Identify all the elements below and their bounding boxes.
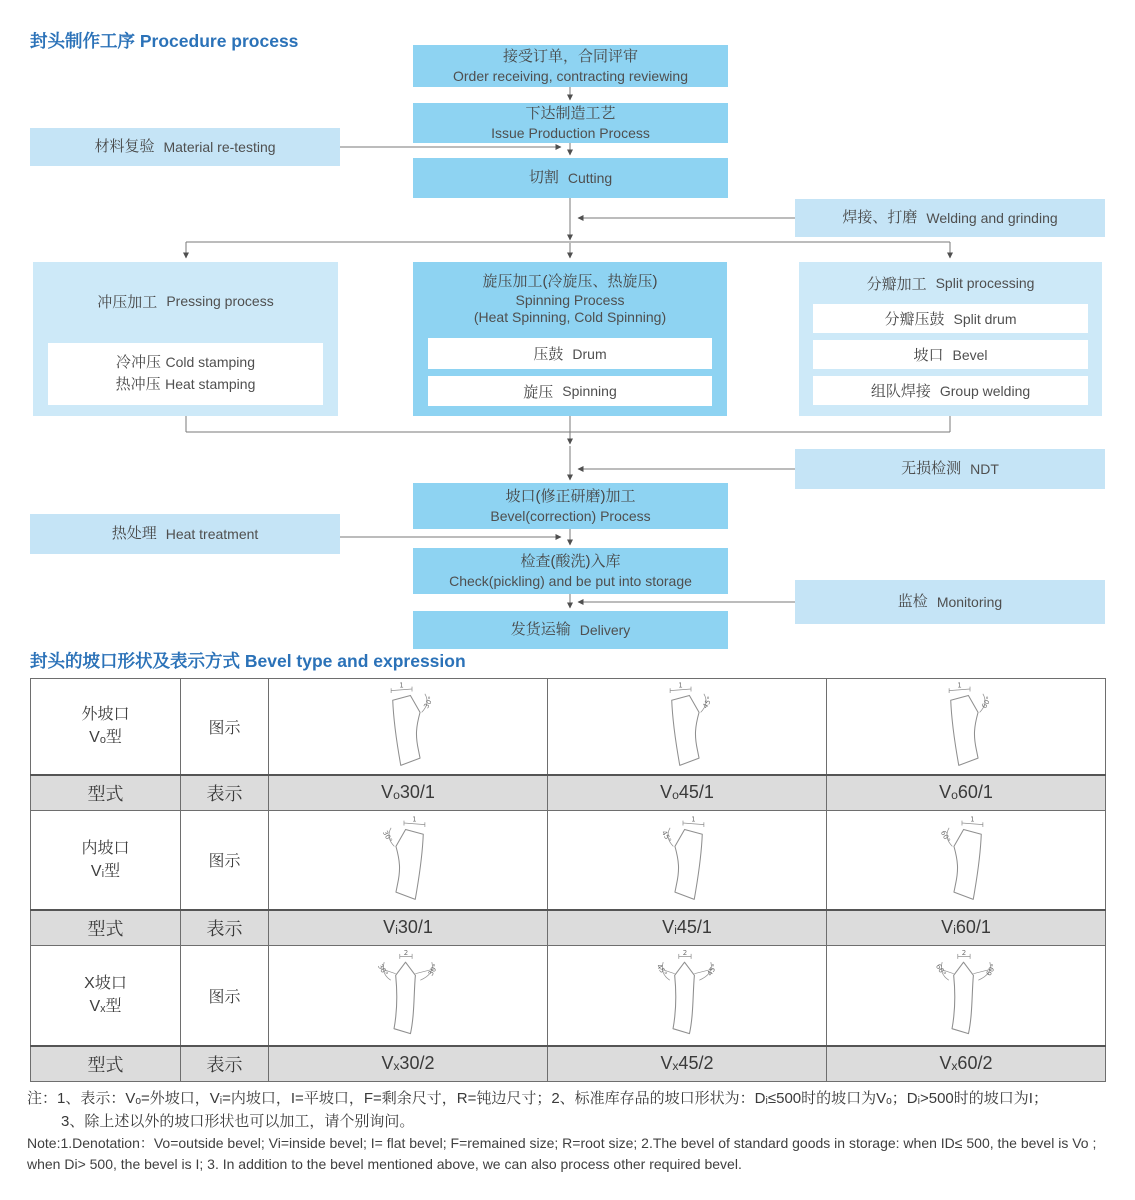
flowchart-title-en: Procedure process — [139, 31, 299, 51]
flow-step-issue — [413, 103, 728, 143]
svg-text:45°: 45° — [654, 963, 669, 978]
flow-note-ndt-en: NDT — [970, 460, 999, 477]
svg-text:45°: 45° — [701, 695, 715, 711]
flow-note-material-en: Material re-testing — [163, 138, 276, 155]
cell-vi60-diagram — [827, 811, 1106, 910]
spinning-header-en1: Spinning Process — [515, 291, 625, 308]
flow-branch-pressing — [33, 262, 338, 416]
flow-step-cutting-zh: 切割 — [528, 169, 559, 187]
svg-text:45°: 45° — [659, 829, 673, 844]
code-vi60: Vᵢ60/1 — [827, 910, 1106, 946]
pressing-sub1 — [116, 352, 255, 374]
bevel-diagram-vo30 — [349, 681, 467, 771]
table-row-outer-diagrams — [31, 679, 1106, 775]
note-en-line1: Note:1.Denotation：Vo=outside bevel; Vi=inside bevel; I= flat bevel; F=remained size; R=root size; 2.The bevel of standard goods in storage: when ID≤ 500, the bevel is Vo ; — [27, 1135, 1097, 1151]
spinning-header-zh: 旋压加工(冷旋压、热旋压) — [482, 273, 658, 291]
bevel-diagram-vo45 — [628, 681, 746, 771]
flow-step-order-en: Order receiving, contracting reviewing — [453, 67, 688, 84]
svg-text:60°: 60° — [984, 963, 999, 978]
code-vi45: Vᵢ45/1 — [548, 910, 827, 946]
pressing-sub2 — [116, 374, 256, 396]
pressing-sub2-en: Heat stamping — [165, 376, 256, 392]
split-sub3-en: Group welding — [939, 382, 1031, 399]
svg-text:1: 1 — [412, 815, 417, 824]
table-title-zh: 封头的坡口形状及表示方式 — [30, 651, 240, 671]
code-vx30: Vₓ30/2 — [269, 1046, 548, 1082]
notes — [27, 1088, 1115, 1175]
split-header-zh: 分瓣加工 — [866, 275, 927, 293]
table-title — [30, 648, 466, 673]
table-row-inner-diagrams — [31, 811, 1106, 910]
group-x-name-zh: X坡口 — [84, 975, 127, 993]
expr-label: 表示 — [181, 1046, 269, 1082]
code-vo60: Vₒ60/1 — [827, 775, 1106, 811]
cell-vx30-diagram — [269, 946, 548, 1046]
code-vi30: Vᵢ30/1 — [269, 910, 548, 946]
flow-step-delivery-zh: 发货运输 — [510, 621, 571, 639]
split-sub3-box — [813, 376, 1088, 405]
cell-vx60-diagram — [827, 946, 1106, 1046]
table-title-en: Bevel type and expression — [244, 651, 466, 671]
table-row-x-codes — [31, 1046, 1106, 1082]
flow-note-monitoring-zh: 监检 — [897, 593, 928, 611]
table-row-x-diagrams — [31, 946, 1106, 1046]
expr-label: 表示 — [181, 910, 269, 946]
note-zh-line2: 3、除上述以外的坡口形状也可以加工，请个别询问。 — [61, 1112, 415, 1130]
group-outer-name — [31, 679, 181, 775]
type-label: 型式 — [31, 1046, 181, 1082]
svg-text:2: 2 — [403, 949, 409, 957]
group-outer-name-zh: 外坡口 — [81, 706, 130, 724]
svg-text:1: 1 — [957, 681, 962, 690]
note-zh-line1: 注：1、表示：Vₒ=外坡口，Vᵢ=内坡口，I=平坡口，F=剩余尺寸，R=钝边尺寸；2、标准库存品的坡口形状为：Dᵢ≤500时的坡口为Vₒ；Dᵢ>500时的坡口为I； — [27, 1090, 1048, 1107]
svg-text:60°: 60° — [938, 829, 952, 844]
spinning-spin-en: Spinning — [562, 383, 617, 399]
cell-vi30-diagram — [269, 811, 548, 910]
code-vo45: Vₒ45/1 — [548, 775, 827, 811]
expr-label: 表示 — [181, 775, 269, 811]
flow-note-welding-en: Welding and grinding — [926, 209, 1058, 226]
flow-note-ndt — [795, 449, 1105, 489]
svg-text:30°: 30° — [380, 829, 394, 844]
svg-text:1: 1 — [399, 681, 404, 690]
svg-text:1: 1 — [691, 815, 696, 824]
flow-note-welding-zh: 焊接、打磨 — [842, 209, 918, 227]
bevel-diagram-vx30 — [349, 949, 467, 1041]
flow-note-heat-zh: 热处理 — [111, 525, 157, 543]
pressing-sub1-zh: 冷冲压 — [116, 354, 162, 372]
flow-step-delivery — [413, 611, 728, 649]
spinning-header — [413, 266, 727, 334]
cell-vo30-diagram — [269, 679, 548, 775]
spinning-drum-en: Drum — [572, 345, 607, 362]
split-sub1-zh: 分瓣压鼓 — [884, 311, 945, 328]
cell-vo60-diagram — [827, 679, 1106, 775]
svg-text:1: 1 — [970, 815, 975, 824]
bevel-table — [30, 678, 1106, 1082]
type-label: 型式 — [31, 775, 181, 811]
pressing-sub1-en: Cold stamping — [165, 354, 255, 371]
group-inner-name-type: Vᵢ型 — [90, 862, 121, 880]
flow-note-material — [30, 128, 340, 166]
group-outer-name-type: Vₒ型 — [89, 729, 122, 747]
table-row-outer-codes — [31, 775, 1106, 811]
pressing-header-en: Pressing process — [166, 293, 274, 309]
cell-vx45-diagram — [548, 946, 827, 1046]
flow-step-issue-en: Issue Production Process — [491, 124, 650, 141]
code-vx45: Vₓ45/2 — [548, 1046, 827, 1082]
flow-note-monitoring-en: Monitoring — [936, 593, 1003, 610]
flowchart-title — [30, 28, 298, 53]
svg-text:45°: 45° — [705, 963, 720, 978]
diagram-label: 图示 — [181, 946, 269, 1046]
type-label: 型式 — [31, 910, 181, 946]
code-vo30: Vₒ30/1 — [269, 775, 548, 811]
split-sub2-zh: 坡口 — [913, 347, 944, 364]
note-en-line2: when Di> 500, the bevel is I; 3. In addition to the bevel mentioned above, we can also process other required bevel. — [27, 1156, 742, 1172]
split-sub2-box — [813, 340, 1088, 369]
bevel-diagram-vo60 — [907, 681, 1025, 771]
split-header — [799, 264, 1102, 302]
flow-step-check — [413, 548, 728, 594]
diagram-label: 图示 — [181, 811, 269, 910]
split-sub1-box — [813, 304, 1088, 333]
flowchart-title-zh: 封头制作工序 — [30, 31, 135, 51]
pressing-sub2-zh: 热冲压 — [115, 376, 161, 393]
flow-branch-spinning — [413, 262, 727, 416]
bevel-diagram-vx45 — [628, 949, 746, 1041]
split-sub1-en: Split drum — [953, 310, 1017, 327]
flow-step-issue-zh: 下达制造工艺 — [525, 105, 616, 123]
spinning-drum-zh: 压鼓 — [533, 346, 564, 363]
svg-text:1: 1 — [678, 681, 683, 690]
code-vx60: Vₓ60/2 — [827, 1046, 1106, 1082]
flow-branch-split — [799, 262, 1102, 416]
cell-vi45-diagram — [548, 811, 827, 910]
bevel-diagram-vi45 — [628, 815, 746, 905]
bevel-diagram-vx60 — [907, 949, 1025, 1041]
flow-note-monitoring — [795, 580, 1105, 624]
table-row-inner-codes — [31, 910, 1106, 946]
flow-note-material-zh: 材料复验 — [94, 138, 155, 156]
group-x-name — [31, 946, 181, 1046]
flow-step-check-en: Check(pickling) and be put into storage — [449, 572, 692, 589]
split-sub3-zh: 组队焊接 — [870, 383, 931, 400]
svg-text:2: 2 — [682, 949, 688, 957]
flow-note-heat-en: Heat treatment — [165, 525, 259, 542]
spinning-header-en2: (Heat Spinning, Cold Spinning) — [473, 309, 667, 326]
pressing-header — [33, 262, 338, 340]
flow-step-order-zh: 接受订单，合同评审 — [502, 48, 638, 66]
group-inner-name — [31, 811, 181, 910]
group-inner-name-zh: 内坡口 — [81, 839, 130, 857]
bevel-diagram-vi60 — [907, 815, 1025, 905]
split-sub2-en: Bevel — [952, 346, 988, 363]
svg-text:30°: 30° — [375, 963, 390, 978]
svg-text:60°: 60° — [980, 695, 994, 711]
flow-step-bevel-process — [413, 483, 728, 529]
flow-note-ndt-zh: 无损检测 — [901, 460, 962, 478]
svg-text:60°: 60° — [933, 963, 948, 978]
pressing-header-zh: 冲压加工 — [97, 293, 158, 311]
svg-text:30°: 30° — [426, 963, 441, 978]
spinning-spin-zh: 旋压 — [523, 383, 554, 401]
svg-text:2: 2 — [961, 949, 967, 957]
flow-step-bevel-process-en: Bevel(correction) Process — [490, 507, 651, 524]
cell-vo45-diagram — [548, 679, 827, 775]
spinning-spin-box — [428, 376, 712, 406]
flow-step-delivery-en: Delivery — [579, 621, 631, 638]
svg-text:30°: 30° — [422, 695, 436, 711]
flow-note-welding — [795, 199, 1105, 237]
flow-step-cutting-en: Cutting — [567, 169, 613, 186]
flow-note-heat — [30, 514, 340, 554]
group-x-name-type: Vₓ型 — [89, 998, 122, 1016]
flow-step-check-zh: 检查(酸洗)入库 — [520, 553, 621, 571]
diagram-label: 图示 — [181, 679, 269, 775]
flow-step-order — [413, 45, 728, 87]
flow-step-cutting — [413, 158, 728, 198]
flow-step-bevel-process-zh: 坡口(修正研磨)加工 — [505, 488, 636, 506]
pressing-sub-box — [48, 343, 323, 405]
bevel-diagram-vi30 — [349, 815, 467, 905]
split-header-en: Split processing — [935, 275, 1035, 291]
spinning-drum-box — [428, 338, 712, 369]
